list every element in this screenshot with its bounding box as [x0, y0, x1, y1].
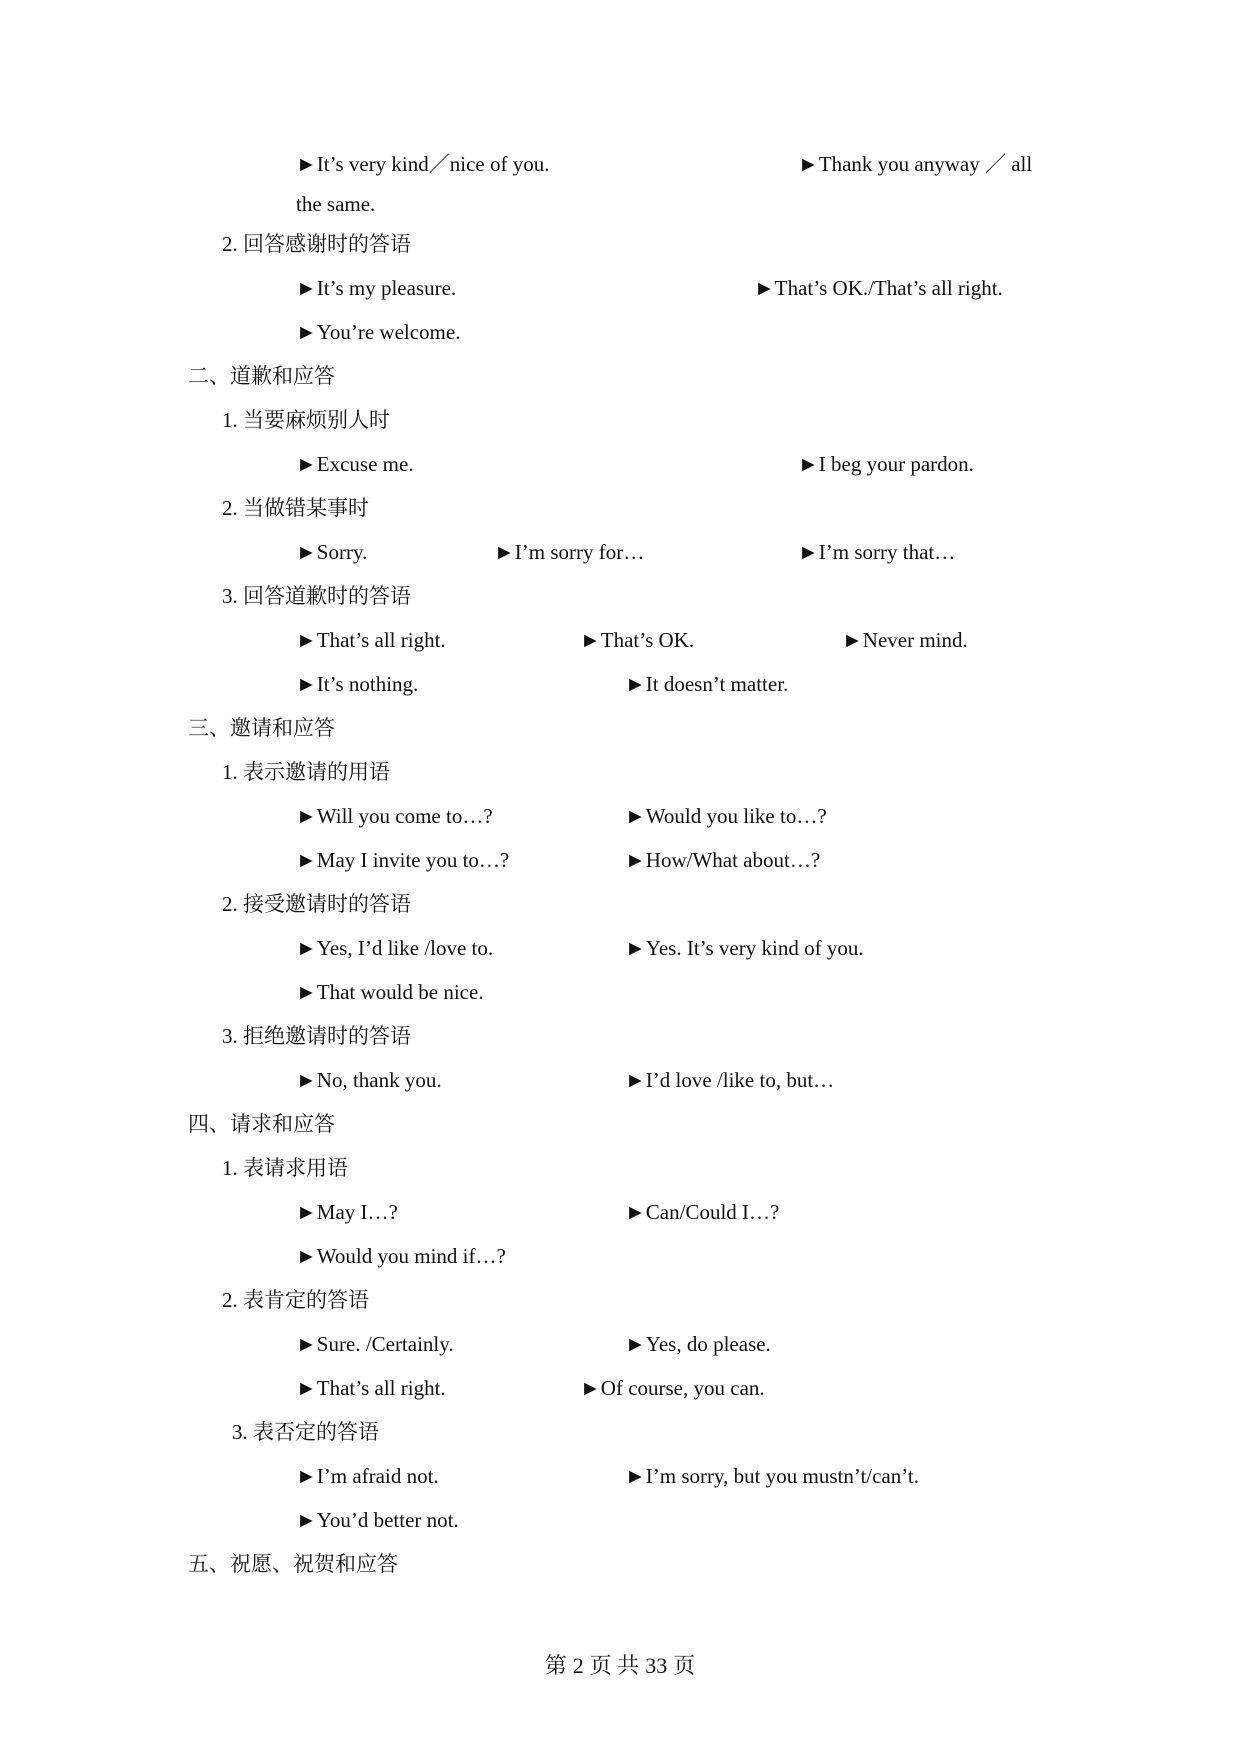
phrase-item: ►How/What about…? [625, 848, 821, 872]
phrase-item: ►That would be nice. [296, 980, 484, 1004]
phrase-item: ►That’s all right. [296, 628, 446, 652]
phrase-item: ►It’s my pleasure. [296, 276, 457, 300]
phrase-item: ►That’s OK. [580, 628, 695, 652]
phrase-item: ►Would you like to…? [625, 804, 827, 828]
phrase-item: ►It’s nothing. [296, 672, 419, 696]
page-footer [0, 1650, 1240, 1682]
phrase-item: ►That’s all right. [296, 1376, 446, 1400]
phrase-item: ►I’m sorry, but you mustn’t/can’t. [625, 1464, 919, 1488]
phrase-item: ►Yes, do please. [625, 1332, 771, 1356]
page-total: 33 [645, 1653, 668, 1678]
phrase-item: ►It doesn’t matter. [625, 672, 789, 696]
phrase-item: ►You’re welcome. [296, 320, 461, 344]
phrase-item: ►Excuse me. [296, 452, 414, 476]
phrase-item: ►I’d love /like to, but… [625, 1068, 835, 1092]
phrase-item: ►May I invite you to…? [296, 848, 510, 872]
phrase-item: ►Will you come to…? [296, 804, 493, 828]
phrase-item: ►Thank you anyway ／ all [798, 152, 1033, 176]
phrase-item: the same. [296, 192, 376, 216]
phrase-item: ►Of course, you can. [580, 1376, 765, 1400]
phrase-item: ►Yes. It’s very kind of you. [625, 936, 864, 960]
phrase-item: ►You’d better not. [296, 1508, 459, 1532]
footer-suffix: 页 [673, 1653, 696, 1678]
phrase-item: ►Yes, I’d like /love to. [296, 936, 494, 960]
phrase-item: ►I beg your pardon. [798, 452, 974, 476]
phrase-item: ►Sorry. [296, 540, 368, 564]
footer-prefix: 第 [544, 1653, 567, 1678]
page-number: 2 [572, 1653, 584, 1678]
phrase-item: ►It’s very kind／nice of you. [296, 152, 550, 176]
phrase-item: ►May I…? [296, 1200, 398, 1224]
phrase-item: ►That’s OK./That’s all right. [754, 276, 1003, 300]
document-page: ►It’s very kind／nice of you. ►Thank you anyway ／ all the same. 2. 回答感谢时的答语 ►It’s my pleasure. ►That’s OK./That’s all right. ►You’re welcome. 二、道歉和应答 1. 当要麻烦别人时 ►Excuse me. ►I beg your pardon. 2. 当做错某事时 ►Sorry. ►I’m sorry for… ►I’m sorry that… 3. 回答道歉时的答语 ►That’s all right. ►That’s OK. ►Never mind. ►It’s nothing. ►It doesn’t matter. 三、邀请和应答 1. 表示邀请的用语 ►Will you come to…? ►Would you like to…? ►May I invite you to…? ►How/What about…? 2. 接受邀请时的答语 ►Yes, I’d like /love to. ►Yes. It’s very kind of you. ►That would be nice. 3. 拒绝邀请时的答语 ►No, thank you. ►I’d love /like to, but… 四、请求和应答 1. 表请求用语 ►May I…? ►Can/Could I…? ►Would you mind if…? 2. 表肯定的答语 ►Sure. /Certainly. ►Yes, do please. ►That’s all right. ►Of course, you can. 3. 表否定的答语 ►I’m afraid not. ►I’m sorry, but you mustn’t/can’t. ►You’d better not. 五、祝愿、祝贺和应答 第 2 页 共 33 页 [0, 0, 1240, 1754]
phrase-item: ►Can/Could I…? [625, 1200, 780, 1224]
phrase-item: ►Would you mind if…? [296, 1244, 506, 1268]
footer-middle: 页 共 [589, 1653, 640, 1678]
phrase-item: ►I’m sorry for… [494, 540, 645, 564]
phrase-item: ►Never mind. [842, 628, 968, 652]
phrase-item: ►I’m afraid not. [296, 1464, 439, 1488]
phrase-item: ►No, thank you. [296, 1068, 442, 1092]
phrase-item: ►I’m sorry that… [798, 540, 956, 564]
phrase-item: ►Sure. /Certainly. [296, 1332, 454, 1356]
